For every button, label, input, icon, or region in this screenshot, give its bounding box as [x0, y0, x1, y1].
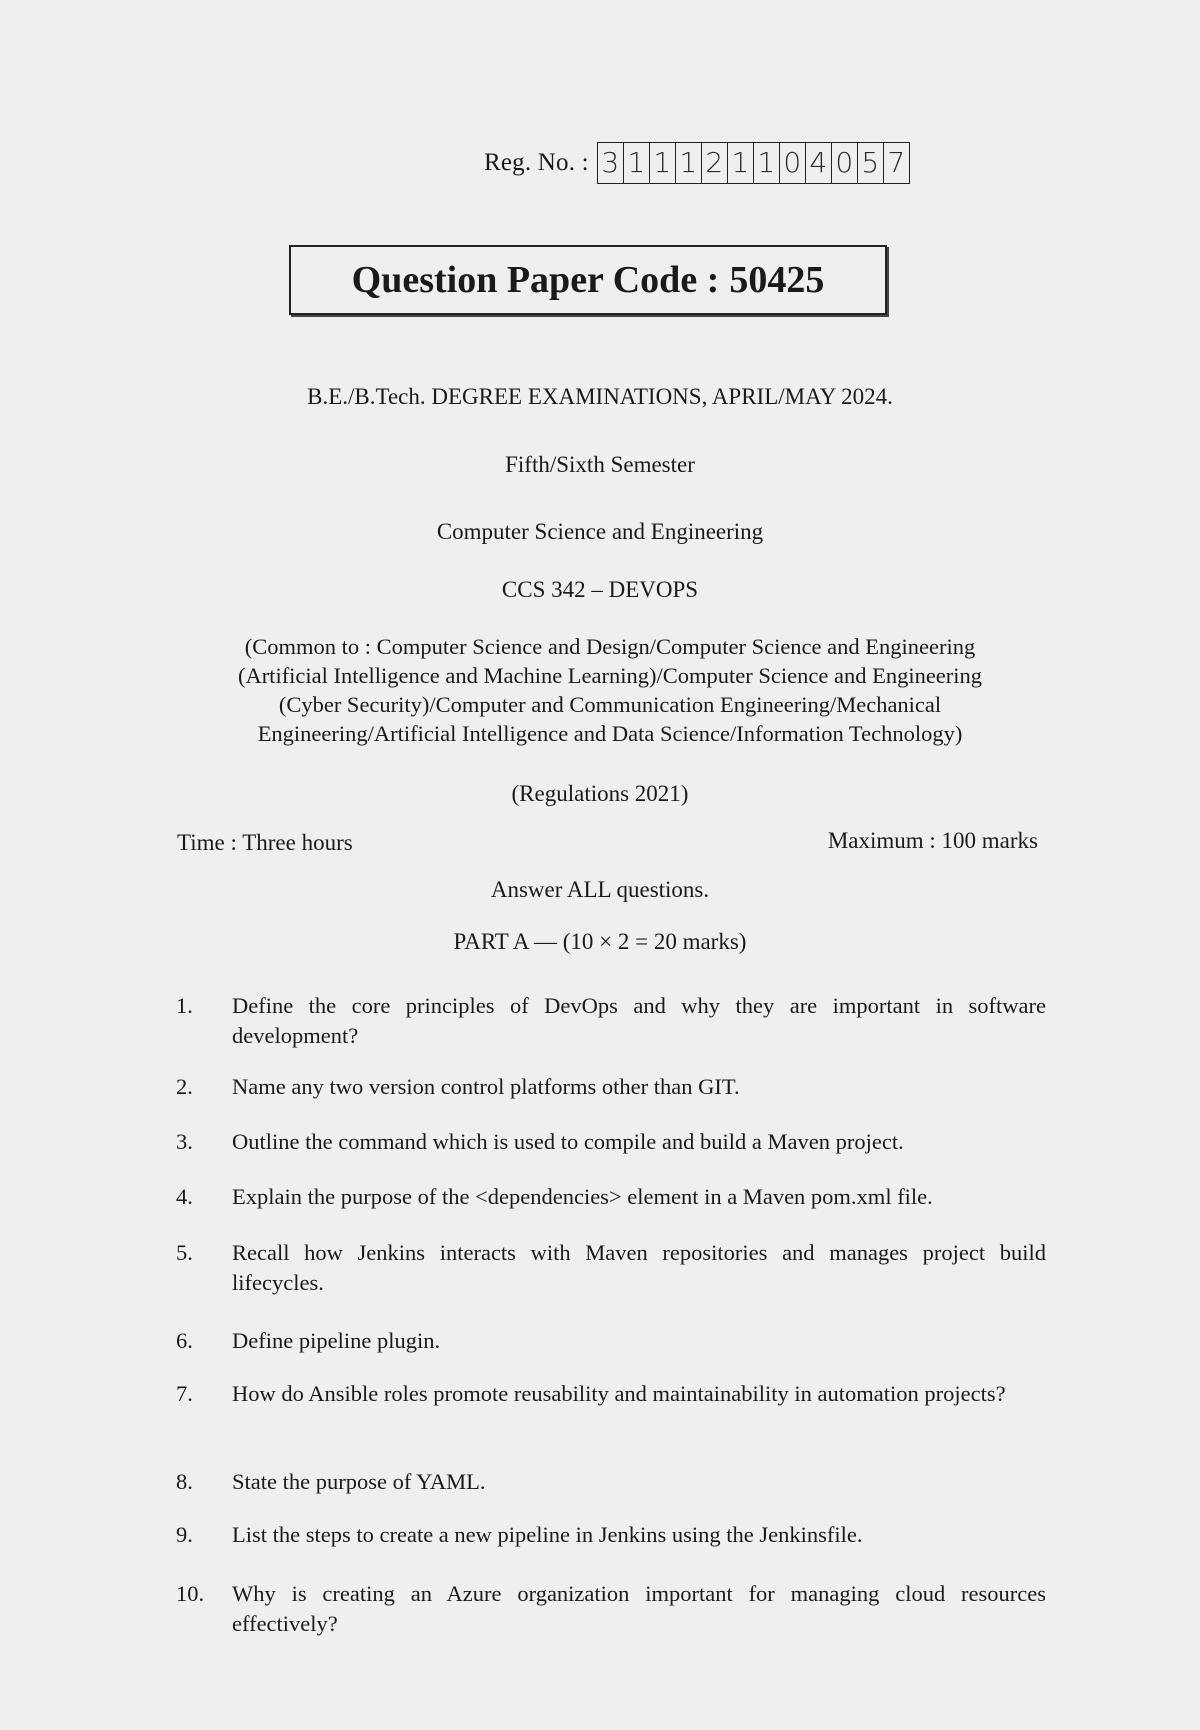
course-title: CCS 342 – DEVOPS — [501, 577, 699, 602]
maximum-marks: Maximum : 100 marks — [827, 828, 1038, 853]
question-text: State the purpose of YAML. — [232, 1469, 486, 1494]
question-text: How do Ansible roles promote reusability and maintainability in automation projects? — [232, 1381, 1006, 1406]
question-text: Explain the purpose of the <dependencies> element in a Maven pom.xml file. — [232, 1184, 933, 1209]
paper-code-box — [289, 245, 887, 315]
question-number: 1. — [176, 993, 193, 1018]
department: Computer Science and Engineering — [436, 519, 764, 544]
question-text: Name any two version control platforms other than GIT. — [232, 1074, 740, 1099]
question-number: 5. — [176, 1240, 193, 1265]
common-to-line: (Cyber Security)/Computer and Communication Engineering/Mechanical — [278, 692, 942, 717]
reg-digit: 1 — [624, 143, 650, 183]
question-number: 8. — [176, 1469, 193, 1494]
part-a-heading: PART A — (10 × 2 = 20 marks) — [453, 929, 747, 954]
common-to-block — [150, 632, 1070, 748]
regulations: (Regulations 2021) — [511, 781, 689, 806]
question-item — [176, 1072, 1046, 1102]
common-to-line: Engineering/Artificial Intelligence and Data Science/Information Technology) — [257, 721, 963, 746]
instruction: Answer ALL questions. — [490, 877, 710, 902]
reg-digit: 2 — [702, 143, 728, 183]
question-item — [176, 1127, 1046, 1157]
question-item — [176, 1579, 1046, 1639]
exam-title: B.E./B.Tech. DEGREE EXAMINATIONS, APRIL/MAY 2024. — [307, 384, 893, 409]
reg-digit: 1 — [728, 143, 754, 183]
reg-digit: 1 — [650, 143, 676, 183]
semester: Fifth/Sixth Semester — [505, 452, 695, 477]
common-to-line: (Common to : Computer Science and Design/Computer Science and Engineering — [244, 634, 976, 659]
paper-code-value: 50425 — [729, 259, 825, 301]
question-number: 6. — [176, 1328, 193, 1353]
question-number: 4. — [176, 1184, 193, 1209]
question-text: Recall how Jenkins interacts with Maven repositories and manages project build lifecycles. — [232, 1240, 1046, 1295]
question-number: 2. — [176, 1074, 193, 1099]
question-text: Why is creating an Azure organization important for managing cloud resources effectively? — [232, 1581, 1046, 1636]
reg-no-label: Reg. No. : — [484, 149, 589, 176]
question-number: 7. — [176, 1381, 193, 1406]
question-item — [176, 991, 1046, 1051]
question-text: Outline the command which is used to compile and build a Maven project. — [232, 1129, 904, 1154]
reg-digit: 7 — [887, 146, 906, 179]
question-number: 10. — [176, 1581, 205, 1606]
question-text: List the steps to create a new pipeline in Jenkins using the Jenkinsfile. — [232, 1522, 863, 1547]
question-item — [176, 1467, 1046, 1497]
paper-code-label: Question Paper Code : — [351, 259, 720, 301]
question-number: 9. — [176, 1522, 193, 1547]
time-allowed: Time : Three hours — [177, 830, 353, 855]
question-text: Define the core principles of DevOps and why they are important in software development? — [232, 993, 1046, 1048]
reg-digit: 3 — [598, 143, 624, 183]
question-item — [176, 1379, 1046, 1409]
reg-digit: 5 — [858, 143, 884, 183]
reg-digit: 0 — [832, 143, 858, 183]
question-text: Define pipeline plugin. — [232, 1328, 441, 1353]
question-item — [176, 1326, 1046, 1356]
reg-digit: 4 — [806, 143, 832, 183]
reg-no-boxes — [597, 142, 910, 184]
question-item — [176, 1182, 1046, 1212]
common-to-line: (Artificial Intelligence and Machine Learning)/Computer Science and Engineering — [237, 663, 983, 688]
question-number: 3. — [176, 1129, 193, 1154]
question-item — [176, 1520, 1046, 1550]
reg-digit: 1 — [676, 143, 702, 183]
reg-digit: 1 — [754, 143, 780, 183]
reg-no-field — [484, 142, 910, 184]
reg-digit: 0 — [780, 143, 806, 183]
question-item — [176, 1238, 1046, 1298]
